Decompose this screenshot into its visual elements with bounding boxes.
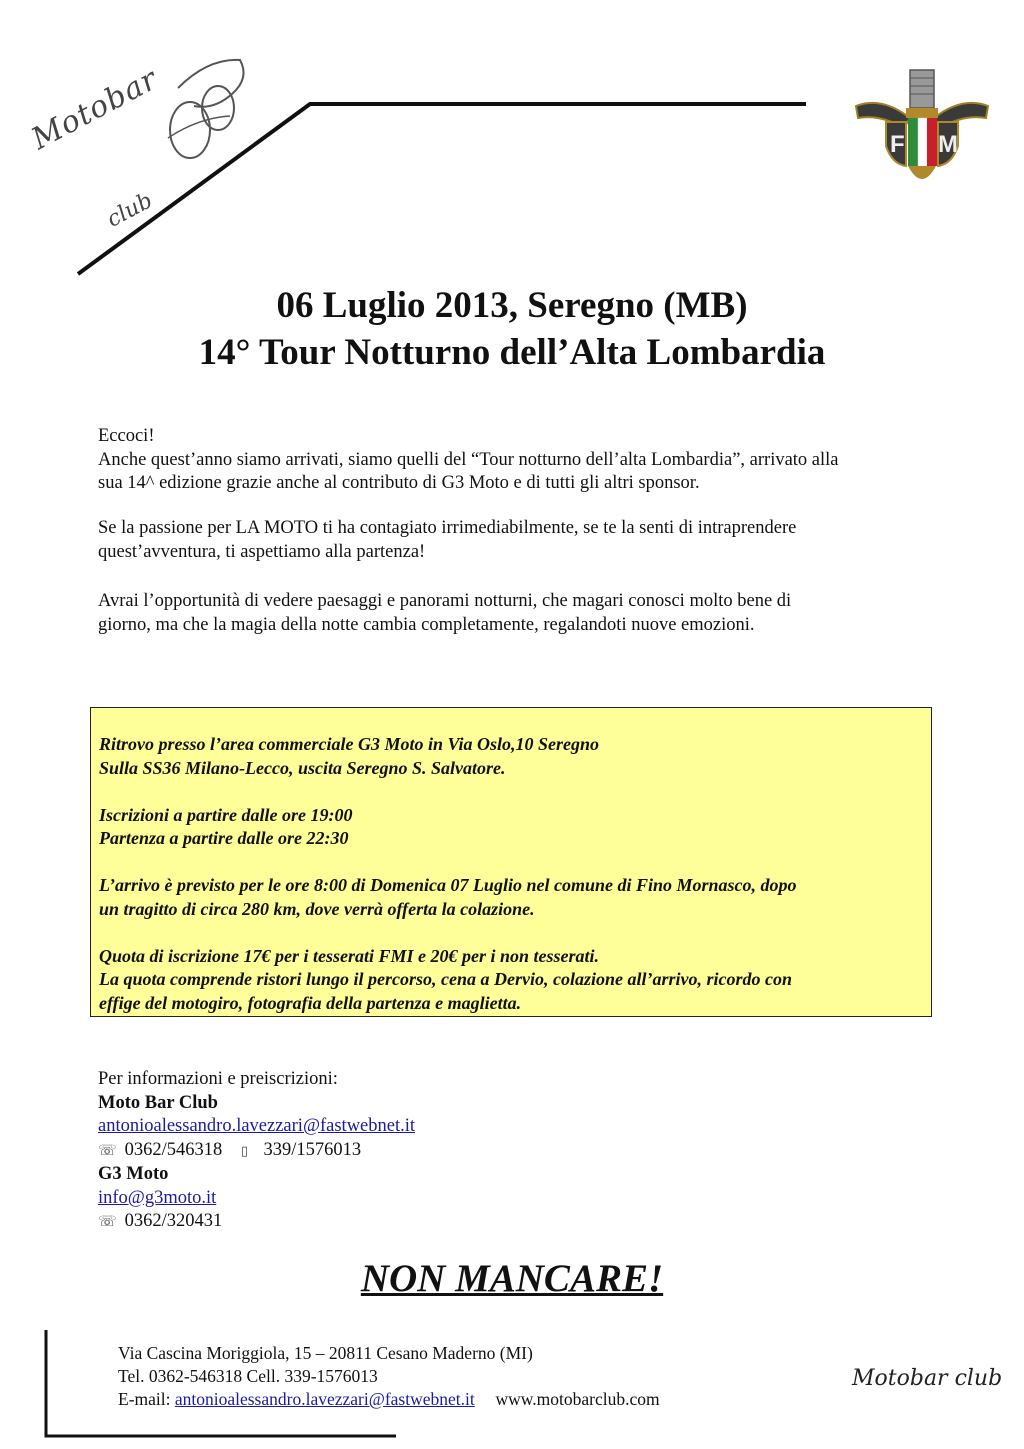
club-name: Moto Bar Club xyxy=(98,1092,218,1113)
text-line: Sulla SS36 Milano-Lecco, uscita Seregno S. Salvatore. xyxy=(99,757,506,778)
event-name-title: 14° Tour Notturno dell’Alta Lombardia xyxy=(198,332,826,373)
text-line: sua 14^ edizione grazie anche al contributo di G3 Moto e di tutti gli altri sponsor. xyxy=(98,473,700,493)
text-line: Ritrovo presso l’area commerciale G3 Moto in Via Oslo,10 Seregno xyxy=(99,734,600,754)
phone-icon: ☏ xyxy=(98,1140,117,1159)
fmi-logo xyxy=(852,66,992,196)
motobar-logo-text: Motobar xyxy=(26,61,164,157)
text-line: Anche quest’anno siamo arrivati, siamo quelli del “Tour notturno dell’alta Lombardia”, arrivato alla xyxy=(98,449,839,470)
fmi-letter-f: F xyxy=(890,131,905,158)
text-line: Eccoci! xyxy=(98,426,155,446)
g3-phone-row xyxy=(98,1210,415,1234)
club-email-link[interactable]: antonioalessandro.lavezzari@fastwebnet.it xyxy=(98,1116,416,1136)
event-date-title: 06 Luglio 2013, Seregno (MB) xyxy=(276,285,748,326)
text-line: L’arrivo è previsto per le ore 8:00 di Domenica 07 Luglio nel comune di Fino Mornasco, dopo xyxy=(99,875,797,895)
intro-paragraph-2 xyxy=(98,517,938,564)
intro-paragraph-3 xyxy=(98,590,938,637)
club-logo-text: club xyxy=(102,188,157,233)
footer-address: Via Cascina Moriggiola, 15 – 20811 Cesano Maderno (MI) xyxy=(118,1343,533,1363)
text-line: Quota di iscrizione 17€ per i tesserati FMI e 20€ per i non tesserati. xyxy=(99,945,600,966)
g3-phone: 0362/320431 xyxy=(124,1211,223,1231)
text-line: effige del motogiro, fotografia della partenza e maglietta. xyxy=(99,992,522,1013)
footer-email-label: E-mail: xyxy=(118,1389,171,1409)
text-line: giorno, ma che la magia della notte cambia completamente, regalandoti nuove emozioni. xyxy=(98,614,755,635)
g3-name: G3 Moto xyxy=(98,1164,169,1184)
footer-email-link[interactable]: antonioalessandro.lavezzari@fastwebnet.it xyxy=(174,1389,475,1409)
schedule-block xyxy=(99,804,925,851)
text-line: Iscrizioni a partire dalle ore 19:00 xyxy=(99,804,353,825)
club-mobile: 339/1576013 xyxy=(263,1139,362,1160)
call-to-action: NON MANCARE! xyxy=(360,1257,664,1300)
contacts-heading: Per informazioni e preiscrizioni: xyxy=(98,1069,338,1089)
header-divider-line xyxy=(70,98,810,278)
footer-brand-signature: Motobar club xyxy=(852,1366,1003,1391)
fmi-emblem-icon xyxy=(852,66,992,196)
text-line: quest’avventura, ti aspettiamo alla partenza! xyxy=(98,541,426,562)
fee-block xyxy=(99,945,925,1016)
g3-email-link[interactable]: info@g3moto.it xyxy=(98,1187,217,1208)
mobile-phone-icon: ▯ xyxy=(240,1143,249,1159)
footer-email-row xyxy=(118,1388,660,1411)
phone-icon: ☏ xyxy=(98,1212,117,1230)
contacts-section xyxy=(98,1068,415,1234)
meeting-point-block xyxy=(99,733,925,780)
footer-address-block xyxy=(118,1342,660,1411)
arrival-block xyxy=(99,874,925,921)
intro-paragraph-1 xyxy=(98,425,938,496)
event-info-box xyxy=(90,707,932,1017)
club-phone: 0362/546318 xyxy=(124,1139,223,1160)
fmi-letter-m: M xyxy=(938,131,958,158)
footer-tel: Tel. 0362-546318 Cell. 339-1576013 xyxy=(118,1366,378,1386)
text-line: Se la passione per LA MOTO ti ha contagiato irrimediabilmente, se te la senti di intraprendere xyxy=(98,518,797,538)
text-line: La quota comprende ristori lungo il percorso, cena a Dervio, colazione all’arrivo, ricordo con xyxy=(99,969,792,989)
text-line: Avrai l’opportunità di vedere paesaggi e panorami notturni, che magari conosci molto bene di xyxy=(98,591,792,611)
club-phone-row xyxy=(98,1139,415,1164)
footer-website[interactable]: www.motobarclub.com xyxy=(495,1389,660,1409)
text-line: un tragitto di circa 280 km, dove verrà offerta la colazione. xyxy=(99,898,535,919)
text-line: Partenza a partire dalle ore 22:30 xyxy=(99,828,349,848)
